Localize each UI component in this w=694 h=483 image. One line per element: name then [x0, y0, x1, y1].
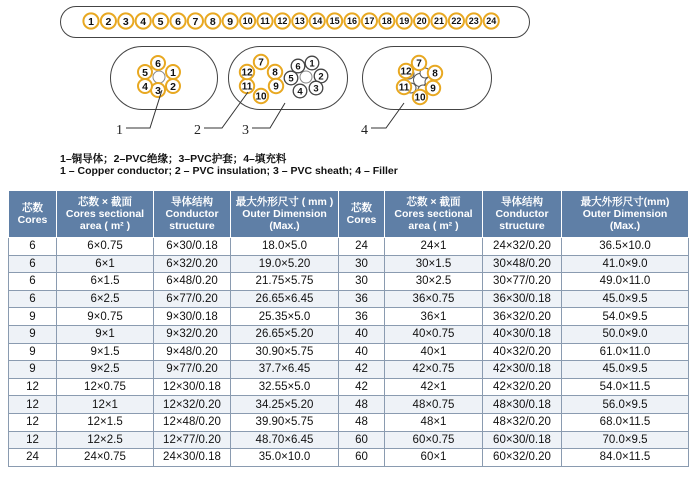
filler-icon — [153, 71, 165, 83]
table-cell: 36×30/0.18 — [483, 290, 562, 308]
column-header-cn: 最大外形尺寸 ( mm ) — [235, 196, 334, 208]
table-cell: 19.0×5.20 — [231, 255, 339, 273]
table-cell: 35.0×10.0 — [231, 449, 339, 467]
table-cell: 48×0.75 — [385, 396, 483, 414]
table-cell: 9×0.75 — [57, 308, 154, 326]
table-cell: 9×77/0.20 — [154, 361, 231, 379]
conductor-number: 3 — [122, 15, 129, 28]
table-row — [9, 361, 689, 379]
table-cell: 48 — [339, 396, 385, 414]
table-cell: 6 — [9, 255, 57, 273]
table-cell: 49.0×11.0 — [562, 273, 689, 291]
conductor-number: 12 — [241, 67, 253, 79]
table-cell: 48×1 — [385, 413, 483, 431]
table-cell: 34.25×5.20 — [231, 396, 339, 414]
callout-label-1: 1 — [116, 123, 123, 138]
table-cell: 45.0×9.5 — [562, 290, 689, 308]
table-cell: 45.0×9.5 — [562, 361, 689, 379]
column-header-5 — [385, 191, 483, 238]
conductor-number: 9 — [430, 83, 436, 95]
conductor-number: 10 — [255, 91, 267, 103]
table-cell: 12×48/0.20 — [154, 413, 231, 431]
conductor-number: 24 — [486, 16, 497, 27]
table-cell: 6×30/0.18 — [154, 238, 231, 256]
callout-label-3: 3 — [242, 123, 249, 138]
table-row — [9, 290, 689, 308]
table-cell: 40×0.75 — [385, 325, 483, 343]
column-header-en: Conductor — [495, 208, 549, 220]
table-cell: 60×30/0.18 — [483, 431, 562, 449]
conductor-number: 8 — [272, 67, 278, 79]
conductor-number: 2 — [170, 80, 176, 93]
conductor-number: 3 — [313, 83, 319, 95]
conductor-number: 11 — [398, 82, 410, 94]
conductor-number: 4 — [140, 15, 147, 28]
table-cell: 42×30/0.18 — [483, 361, 562, 379]
column-header-en: Cores — [17, 214, 48, 226]
table-row — [9, 378, 689, 396]
column-header-en2: area ( m² ) — [408, 220, 459, 232]
table-cell: 42×1 — [385, 378, 483, 396]
table-cell: 12×2.5 — [57, 431, 154, 449]
table-cell: 12×1.5 — [57, 413, 154, 431]
conductor-number: 12 — [277, 16, 288, 27]
table-cell: 24×32/0.20 — [483, 238, 562, 256]
conductor-number: 4 — [142, 80, 148, 93]
column-header-en2: (Max.) — [609, 220, 641, 232]
conductor-number: 13 — [294, 16, 305, 27]
cable-diagram — [0, 0, 694, 150]
table-cell: 6 — [9, 290, 57, 308]
column-header-cn: 最大外形尺寸(mm) — [580, 196, 670, 208]
conductor-number: 5 — [142, 66, 148, 79]
table-cell: 60×32/0.20 — [483, 449, 562, 467]
column-header-en: Conductor — [165, 208, 219, 220]
table-cell: 30×1.5 — [385, 255, 483, 273]
table-cell: 36.5×10.0 — [562, 238, 689, 256]
table-cell: 9×32/0.20 — [154, 325, 231, 343]
table-cell: 6×1.5 — [57, 273, 154, 291]
conductor-number: 10 — [242, 16, 253, 27]
table-row — [9, 273, 689, 291]
column-header-cn: 芯数 × 截面 — [78, 196, 132, 208]
conductor-number: 19 — [399, 16, 410, 27]
table-row — [9, 431, 689, 449]
column-header-en: Cores — [346, 214, 377, 226]
table-header-row — [9, 191, 689, 238]
table-cell: 60×0.75 — [385, 431, 483, 449]
table-cell: 26.65×5.20 — [231, 325, 339, 343]
table-cell: 40 — [339, 343, 385, 361]
table-cell: 48.70×6.45 — [231, 431, 339, 449]
table-cell: 12 — [9, 378, 57, 396]
table-cell: 42×32/0.20 — [483, 378, 562, 396]
conductor-number: 1 — [170, 66, 176, 79]
table-cell: 36×0.75 — [385, 290, 483, 308]
column-header-1 — [57, 191, 154, 238]
table-cell: 6×2.5 — [57, 290, 154, 308]
conductor-number: 5 — [288, 73, 294, 85]
callout-label-2: 2 — [194, 123, 201, 138]
table-cell: 12×1 — [57, 396, 154, 414]
table-cell: 6×32/0.20 — [154, 255, 231, 273]
table-cell: 6×77/0.20 — [154, 290, 231, 308]
conductor-number: 7 — [192, 15, 199, 28]
conductor-number: 16 — [346, 16, 358, 27]
table-cell: 68.0×11.5 — [562, 413, 689, 431]
table-cell: 60 — [339, 431, 385, 449]
table-cell: 12 — [9, 396, 57, 414]
table-cell: 9×30/0.18 — [154, 308, 231, 326]
conductor-number: 1 — [88, 15, 94, 28]
table-cell: 18.0×5.0 — [231, 238, 339, 256]
table-cell: 42 — [339, 378, 385, 396]
column-header-en: Outer Dimension — [242, 208, 327, 220]
table-row — [9, 413, 689, 431]
table-cell: 36 — [339, 290, 385, 308]
table-cell: 6×1 — [57, 255, 154, 273]
table-row — [9, 255, 689, 273]
table-cell: 36×1 — [385, 308, 483, 326]
conductor-number: 9 — [273, 81, 279, 93]
conductor-number: 12 — [400, 66, 412, 78]
conductor-number: 4 — [297, 86, 303, 98]
spec-table — [8, 190, 689, 467]
table-cell: 42×0.75 — [385, 361, 483, 379]
table-cell: 6 — [9, 238, 57, 256]
column-header-3 — [231, 191, 339, 238]
table-cell: 48×32/0.20 — [483, 413, 562, 431]
conductor-number: 6 — [295, 61, 301, 73]
conductor-number: 15 — [329, 16, 340, 27]
conductor-number: 1 — [309, 58, 315, 70]
column-header-cn: 芯数 × 截面 — [406, 196, 461, 208]
column-header-en2: structure — [499, 220, 545, 232]
conductor-number: 11 — [260, 16, 270, 27]
table-cell: 24×1 — [385, 238, 483, 256]
table-row — [9, 449, 689, 467]
table-cell: 24 — [9, 449, 57, 467]
table-cell: 21.75×5.75 — [231, 273, 339, 291]
table-cell: 32.55×5.0 — [231, 378, 339, 396]
conductor-number: 5 — [157, 15, 164, 28]
column-header-en: Outer Dimension — [582, 208, 668, 220]
column-header-4 — [339, 191, 385, 238]
column-header-en2: area ( m² ) — [79, 220, 131, 232]
table-cell: 30.90×5.75 — [231, 343, 339, 361]
conductor-number: 6 — [155, 57, 161, 70]
column-header-6 — [483, 191, 562, 238]
column-header-cn: 芯数 — [22, 202, 43, 214]
conductor-number: 21 — [433, 16, 445, 27]
table-cell: 9×1.5 — [57, 343, 154, 361]
table-cell: 42 — [339, 361, 385, 379]
table-cell: 25.35×5.0 — [231, 308, 339, 326]
table-cell: 12 — [9, 431, 57, 449]
table-cell: 30 — [339, 273, 385, 291]
table-cell: 12×30/0.18 — [154, 378, 231, 396]
table-cell: 6×0.75 — [57, 238, 154, 256]
table-cell: 12×0.75 — [57, 378, 154, 396]
conductor-number: 2 — [318, 71, 324, 83]
conductor-number: 10 — [414, 92, 426, 104]
table-cell: 9×2.5 — [57, 361, 154, 379]
table-cell: 36×32/0.20 — [483, 308, 562, 326]
table-cell: 39.90×5.75 — [231, 413, 339, 431]
callout-line-4 — [371, 103, 404, 128]
table-row — [9, 325, 689, 343]
column-header-cn: 导体结构 — [501, 196, 543, 208]
conductor-number: 20 — [416, 16, 427, 27]
table-cell: 40×30/0.18 — [483, 325, 562, 343]
table-cell: 41.0×9.0 — [562, 255, 689, 273]
column-header-en: Cores sectional — [394, 208, 473, 220]
table-cell: 6×48/0.20 — [154, 273, 231, 291]
filler-icon — [300, 71, 312, 83]
table-cell: 54.0×9.5 — [562, 308, 689, 326]
table-cell: 30×2.5 — [385, 273, 483, 291]
conductor-number: 7 — [258, 57, 264, 69]
table-cell: 9 — [9, 361, 57, 379]
table-cell: 84.0×11.5 — [562, 449, 689, 467]
table-cell: 61.0×11.0 — [562, 343, 689, 361]
table-cell: 30 — [339, 255, 385, 273]
table-cell: 9×48/0.20 — [154, 343, 231, 361]
conductor-number: 8 — [209, 15, 216, 28]
conductor-number: 8 — [432, 68, 438, 80]
legend-english: 1 – Copper conductor; 2 – PVC insulation; 3 – PVC sheath; 4 – Filler — [60, 165, 398, 177]
table-cell: 40×32/0.20 — [483, 343, 562, 361]
table-cell: 30×48/0.20 — [483, 255, 562, 273]
table-cell: 40 — [339, 325, 385, 343]
table-cell: 24×0.75 — [57, 449, 154, 467]
column-header-en: Cores sectional — [65, 208, 145, 220]
table-row — [9, 396, 689, 414]
table-cell: 48 — [339, 413, 385, 431]
conductor-number: 9 — [227, 15, 234, 28]
table-cell: 30×77/0.20 — [483, 273, 562, 291]
conductor-number: 11 — [241, 81, 253, 93]
conductor-number: 2 — [105, 15, 112, 28]
conductor-number: 22 — [451, 16, 462, 27]
table-cell: 48×30/0.18 — [483, 396, 562, 414]
callout-label-4: 4 — [361, 123, 368, 138]
table-row — [9, 238, 689, 256]
table-cell: 12 — [9, 413, 57, 431]
table-row — [9, 343, 689, 361]
table-cell: 70.0×9.5 — [562, 431, 689, 449]
table-cell: 56.0×9.5 — [562, 396, 689, 414]
table-cell: 9×1 — [57, 325, 154, 343]
table-cell: 24×30/0.18 — [154, 449, 231, 467]
conductor-number: 6 — [175, 15, 181, 28]
table-cell: 60×1 — [385, 449, 483, 467]
conductor-number: 3 — [155, 84, 161, 97]
table-cell: 54.0×11.5 — [562, 378, 689, 396]
table-cell: 9 — [9, 308, 57, 326]
conductor-number: 14 — [312, 16, 323, 27]
table-cell: 12×77/0.20 — [154, 431, 231, 449]
conductor-number: 17 — [364, 16, 375, 27]
table-cell: 12×32/0.20 — [154, 396, 231, 414]
column-header-0 — [9, 191, 57, 238]
legend-chinese: 1–铜导体；2–PVC绝缘；3–PVC护套；4–填充料 — [60, 153, 287, 165]
column-header-2 — [154, 191, 231, 238]
conductor-number: 7 — [416, 58, 422, 70]
column-header-en2: structure — [169, 220, 215, 232]
table-row — [9, 308, 689, 326]
column-header-cn: 芯数 — [351, 202, 372, 214]
table-cell: 9 — [9, 325, 57, 343]
table-cell: 6 — [9, 273, 57, 291]
table-cell: 9 — [9, 343, 57, 361]
table-cell: 40×1 — [385, 343, 483, 361]
table-cell: 26.65×6.45 — [231, 290, 339, 308]
column-header-7 — [562, 191, 689, 238]
table-cell: 50.0×9.0 — [562, 325, 689, 343]
conductor-number: 18 — [381, 16, 392, 27]
table-cell: 24 — [339, 238, 385, 256]
column-header-en2: (Max.) — [269, 220, 300, 232]
callout-line-3 — [252, 103, 285, 128]
conductor-number: 23 — [468, 16, 479, 27]
column-header-cn: 导体结构 — [171, 196, 213, 208]
table-cell: 36 — [339, 308, 385, 326]
table-cell: 60 — [339, 449, 385, 467]
table-cell: 37.7×6.45 — [231, 361, 339, 379]
